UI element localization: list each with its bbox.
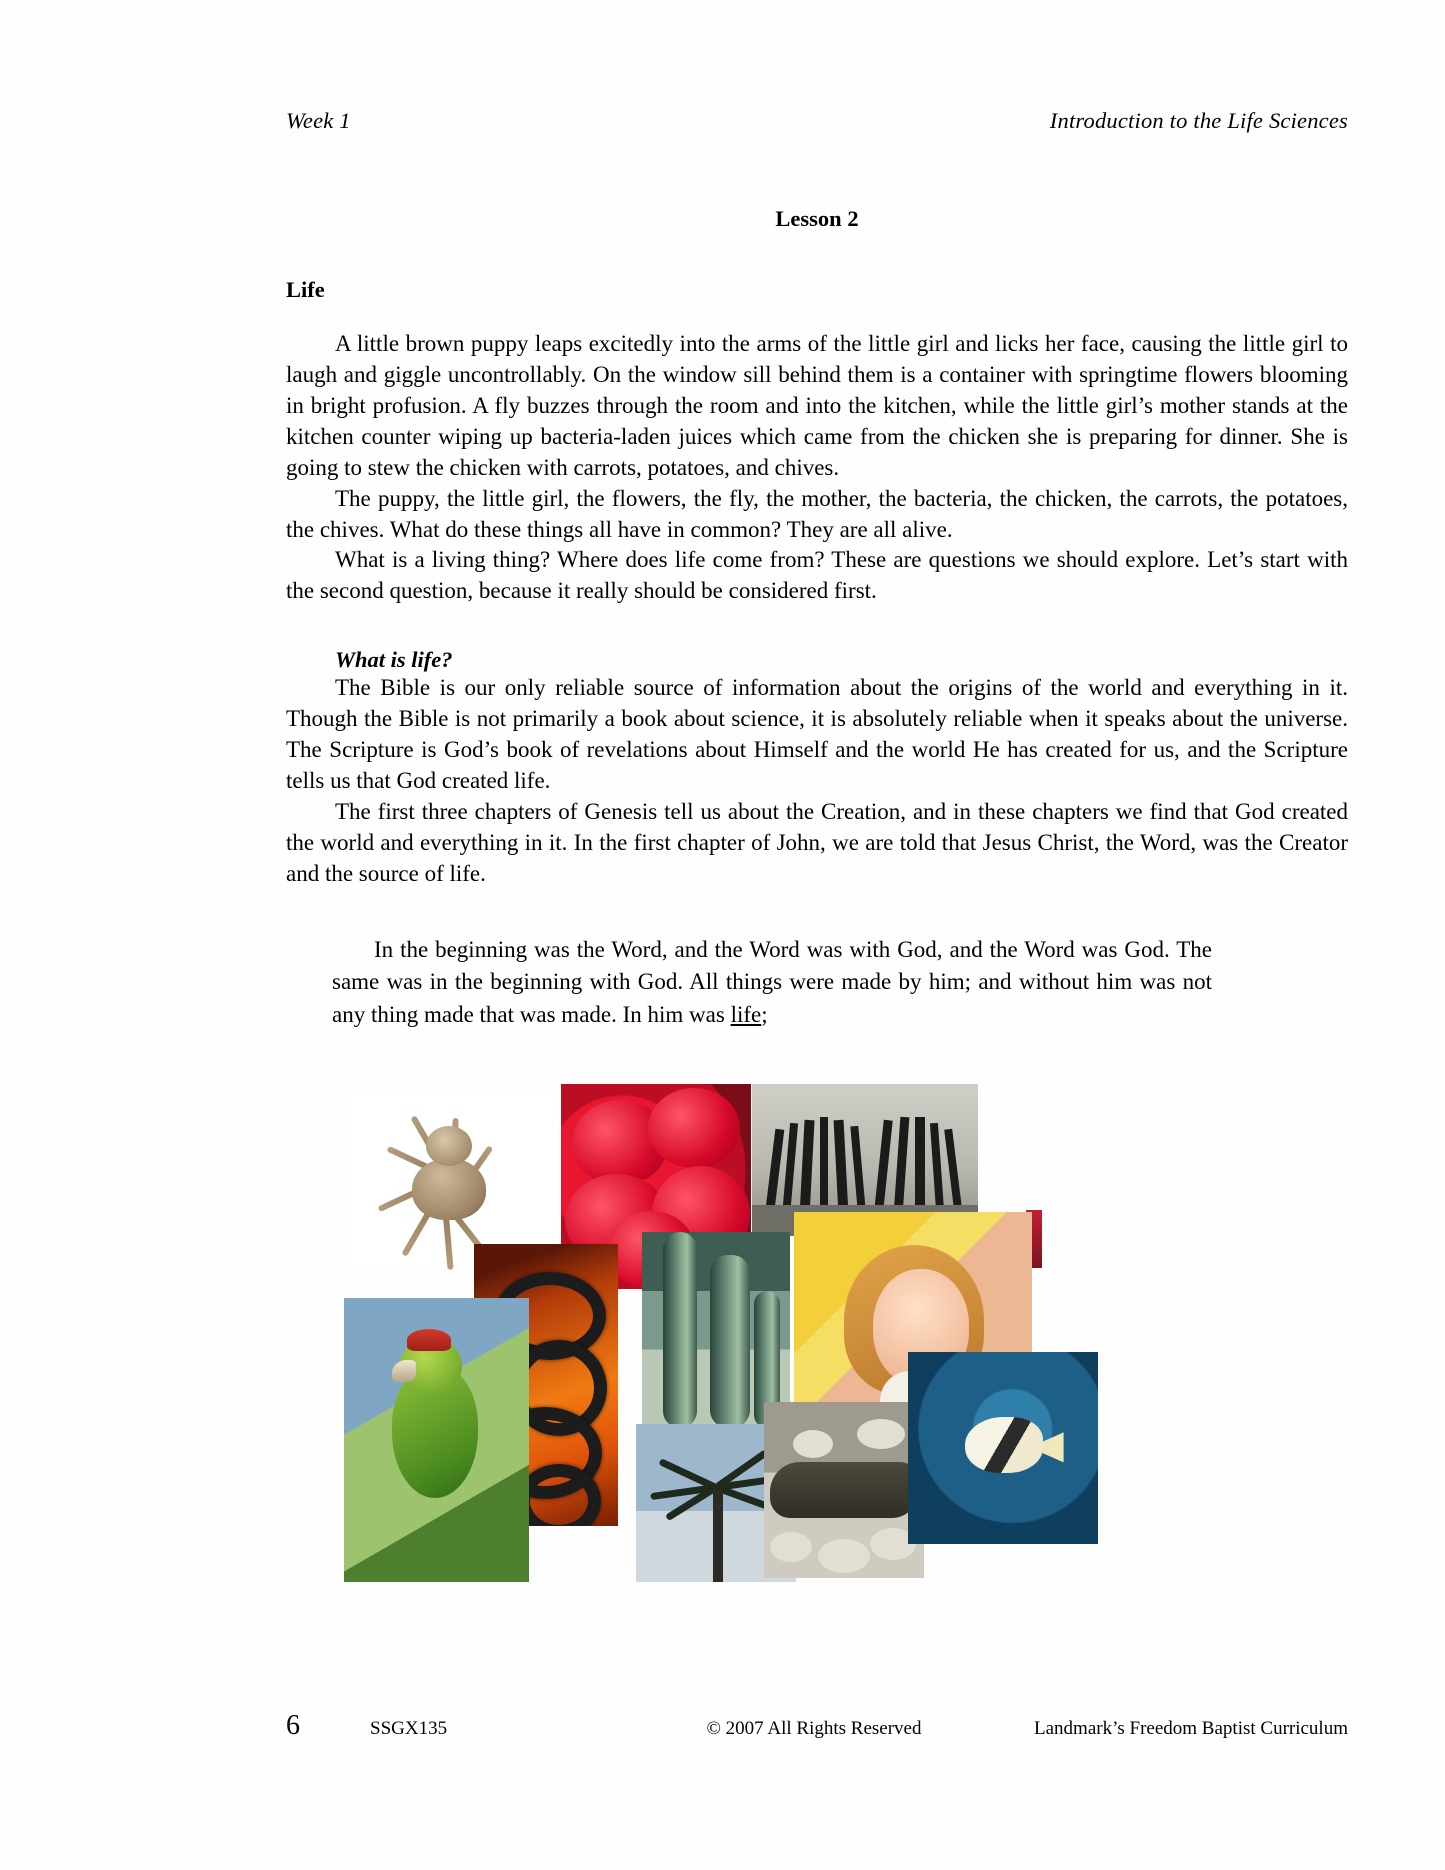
photo-collage [286, 1084, 1348, 1584]
page-content [286, 108, 1348, 1584]
section-heading: Life [286, 277, 325, 302]
footer-copyright: © 2007 All Rights Reserved [706, 1718, 922, 1739]
running-header-right: Introduction to the Life Sciences [1049, 108, 1348, 133]
quote-text-part-2: ; [761, 1002, 768, 1028]
footer-curriculum: Landmark’s Freedom Baptist Curriculum [1034, 1718, 1348, 1739]
page-number: 6 [286, 1710, 300, 1741]
quote-underlined-word: life [730, 1002, 762, 1028]
running-header [286, 108, 1348, 134]
tropical-fish-photo [908, 1352, 1098, 1544]
paragraph-3: What is a living thing? Where does life come from? These are questions we should explore. Let’s start with the second question, because it really should be considered first. [286, 547, 1348, 604]
paragraph-5: The first three chapters of Genesis tell us about the Creation, and in these chapters we find that God created the world and everything in it. In the first chapter of John, we are told that Jesus Christ, the Word, was the Creator and the source of life. [286, 798, 1348, 886]
cactus-photo [642, 1232, 790, 1428]
paragraph-1: A little brown puppy leaps excitedly into the arms of the little girl and licks her face, causing the little girl to laugh and giggle uncontrollably. On the window sill behind them is a container with springtime flowers blooming in bright profusion. A fly buzzes through the room and into the kitchen, while the little girl’s mother stands at the kitchen counter wiping up bacteria-laden juices which came from the chicken she is preparing for dinner. She is going to stew the chicken with carrots, potatoes, and chives. [286, 331, 1348, 480]
running-header-left: Week 1 [286, 108, 351, 133]
paragraph-4: The Bible is our only reliable source of information about the origins of the world and everything in it. Though the Bible is not primarily a book about science, it is absolutely reliable when it speaks about the universe. The Scripture is God’s book of revelations about Himself and the world He has created for us, and the Scripture tells us that God created life. [286, 675, 1348, 794]
alligator-photo [764, 1402, 924, 1578]
scripture-blockquote [332, 934, 1212, 1032]
page-footer [286, 1710, 1348, 1742]
paragraph-2: The puppy, the little girl, the flowers, the fly, the mother, the bacteria, the chicken, the carrots, the potatoes, the chives. What do these things all have in common? They are all alive. [286, 485, 1348, 542]
quote-text-part-1: In the beginning was the Word, and the Word was with God, and the Word was God. The same was in the beginning with God. All things were made by him; and without him was not any thing made that was made. In him was [332, 936, 1212, 1028]
tarantula-photo [346, 1090, 551, 1270]
subheading-what-is-life: What is life? [335, 647, 453, 673]
parrot-photo [344, 1298, 529, 1582]
lesson-title: Lesson 2 [775, 206, 859, 231]
footer-code: SSGX135 [370, 1718, 448, 1739]
